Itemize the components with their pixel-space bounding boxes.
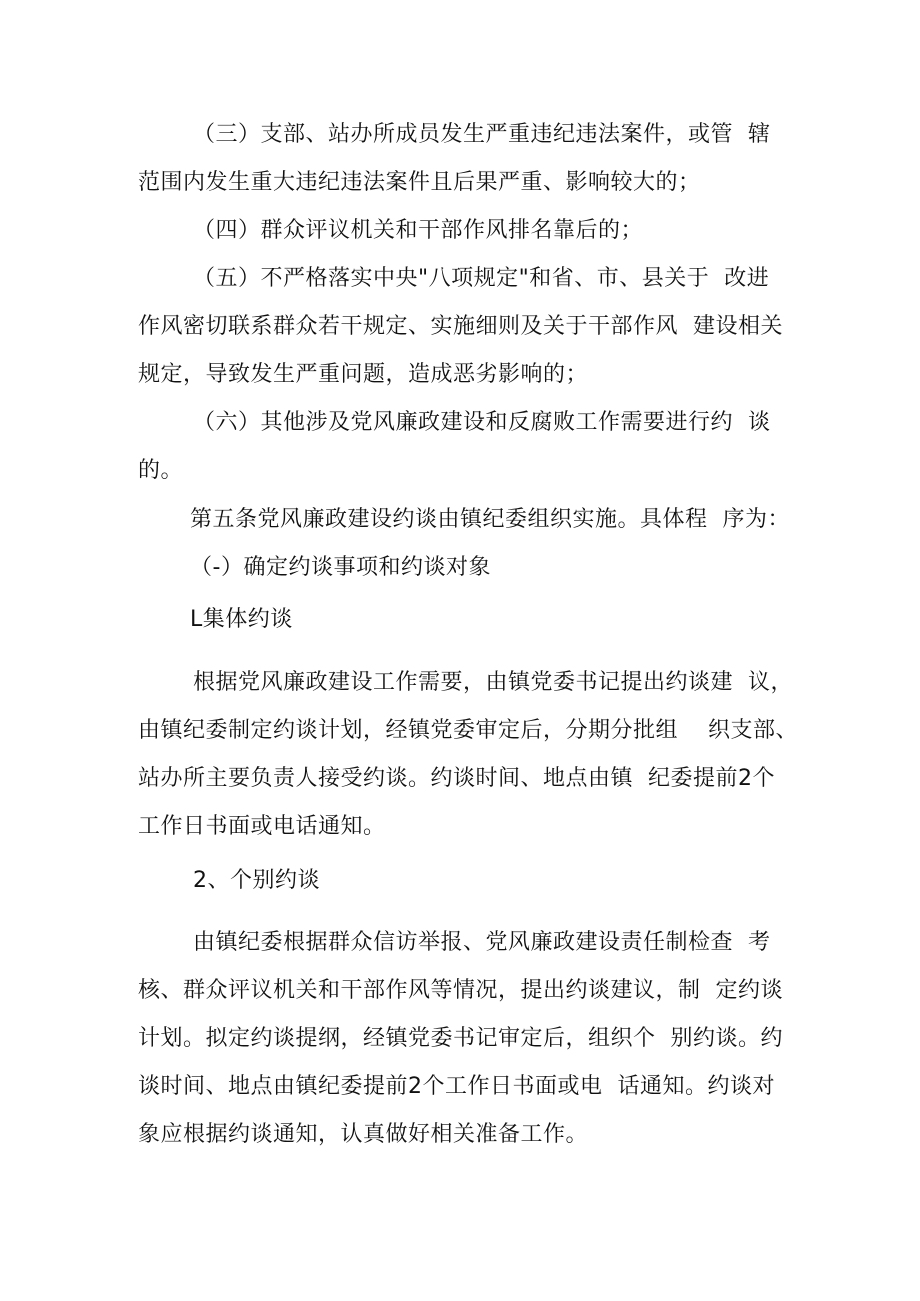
individual-heading: 2、个别约谈 bbox=[193, 868, 320, 893]
clause-6-line-1: （六）其他涉及党风廉政建设和反腐败工作需要进行约 谈 bbox=[193, 410, 771, 435]
individual-body-line-1: 由镇纪委根据群众信访举报、党风廉政建设责任制检查 考 bbox=[193, 930, 771, 955]
clause-4-line-1: （四）群众评议机关和干部作风排名靠后的； bbox=[193, 218, 644, 243]
clause-5-line-1: （五）不严格落实中央"八项规定"和省、市、县关于 改进 bbox=[193, 266, 770, 291]
clause-5-line-3: 规定，导致发生严重问题，造成恶劣影响的； bbox=[138, 362, 589, 387]
step-1-heading: （-）确定约谈事项和约谈对象 bbox=[190, 555, 491, 580]
collective-body-line-2: 由镇纪委制定约谈计划，经镇党委审定后，分期分批组 织支部、 bbox=[138, 718, 798, 743]
clause-3-line-2: 范围内发生重大违纪违法案件且后果严重、影响较大的； bbox=[138, 170, 701, 195]
article-5-line-1: 第五条党风廉政建设约谈由镇纪委组织实施。具体程 序为： bbox=[190, 507, 790, 532]
clause-3-line-1: （三）支部、站办所成员发生严重违纪违法案件，或管 辖 bbox=[193, 122, 771, 147]
collective-body-line-4: 工作日书面或电话通知。 bbox=[138, 814, 386, 839]
individual-body-line-3: 计划。拟定约谈提纲，经镇党委书记审定后，组织个 别约谈。约 bbox=[138, 1026, 783, 1051]
collective-body-line-3: 站办所主要负责人接受约谈。约谈时间、地点由镇 纪委提前2个 bbox=[138, 766, 775, 791]
clause-6-line-2: 的。 bbox=[138, 458, 184, 483]
individual-body-line-5: 象应根据约谈通知，认真做好相关准备工作。 bbox=[138, 1122, 589, 1147]
individual-body-line-2: 核、群众评议机关和干部作风等情况，提出约谈建议，制 定约谈 bbox=[138, 978, 783, 1003]
individual-body-line-4: 谈时间、地点由镇纪委提前2个工作日书面或电 话通知。约谈对 bbox=[138, 1074, 775, 1099]
clause-5-line-2: 作风密切联系群众若干规定、实施细则及关于干部作风 建设相关 bbox=[138, 314, 783, 339]
collective-heading: L集体约谈 bbox=[190, 607, 293, 632]
collective-body-line-1: 根据党风廉政建设工作需要，由镇党委书记提出约谈建 议， bbox=[193, 670, 793, 695]
